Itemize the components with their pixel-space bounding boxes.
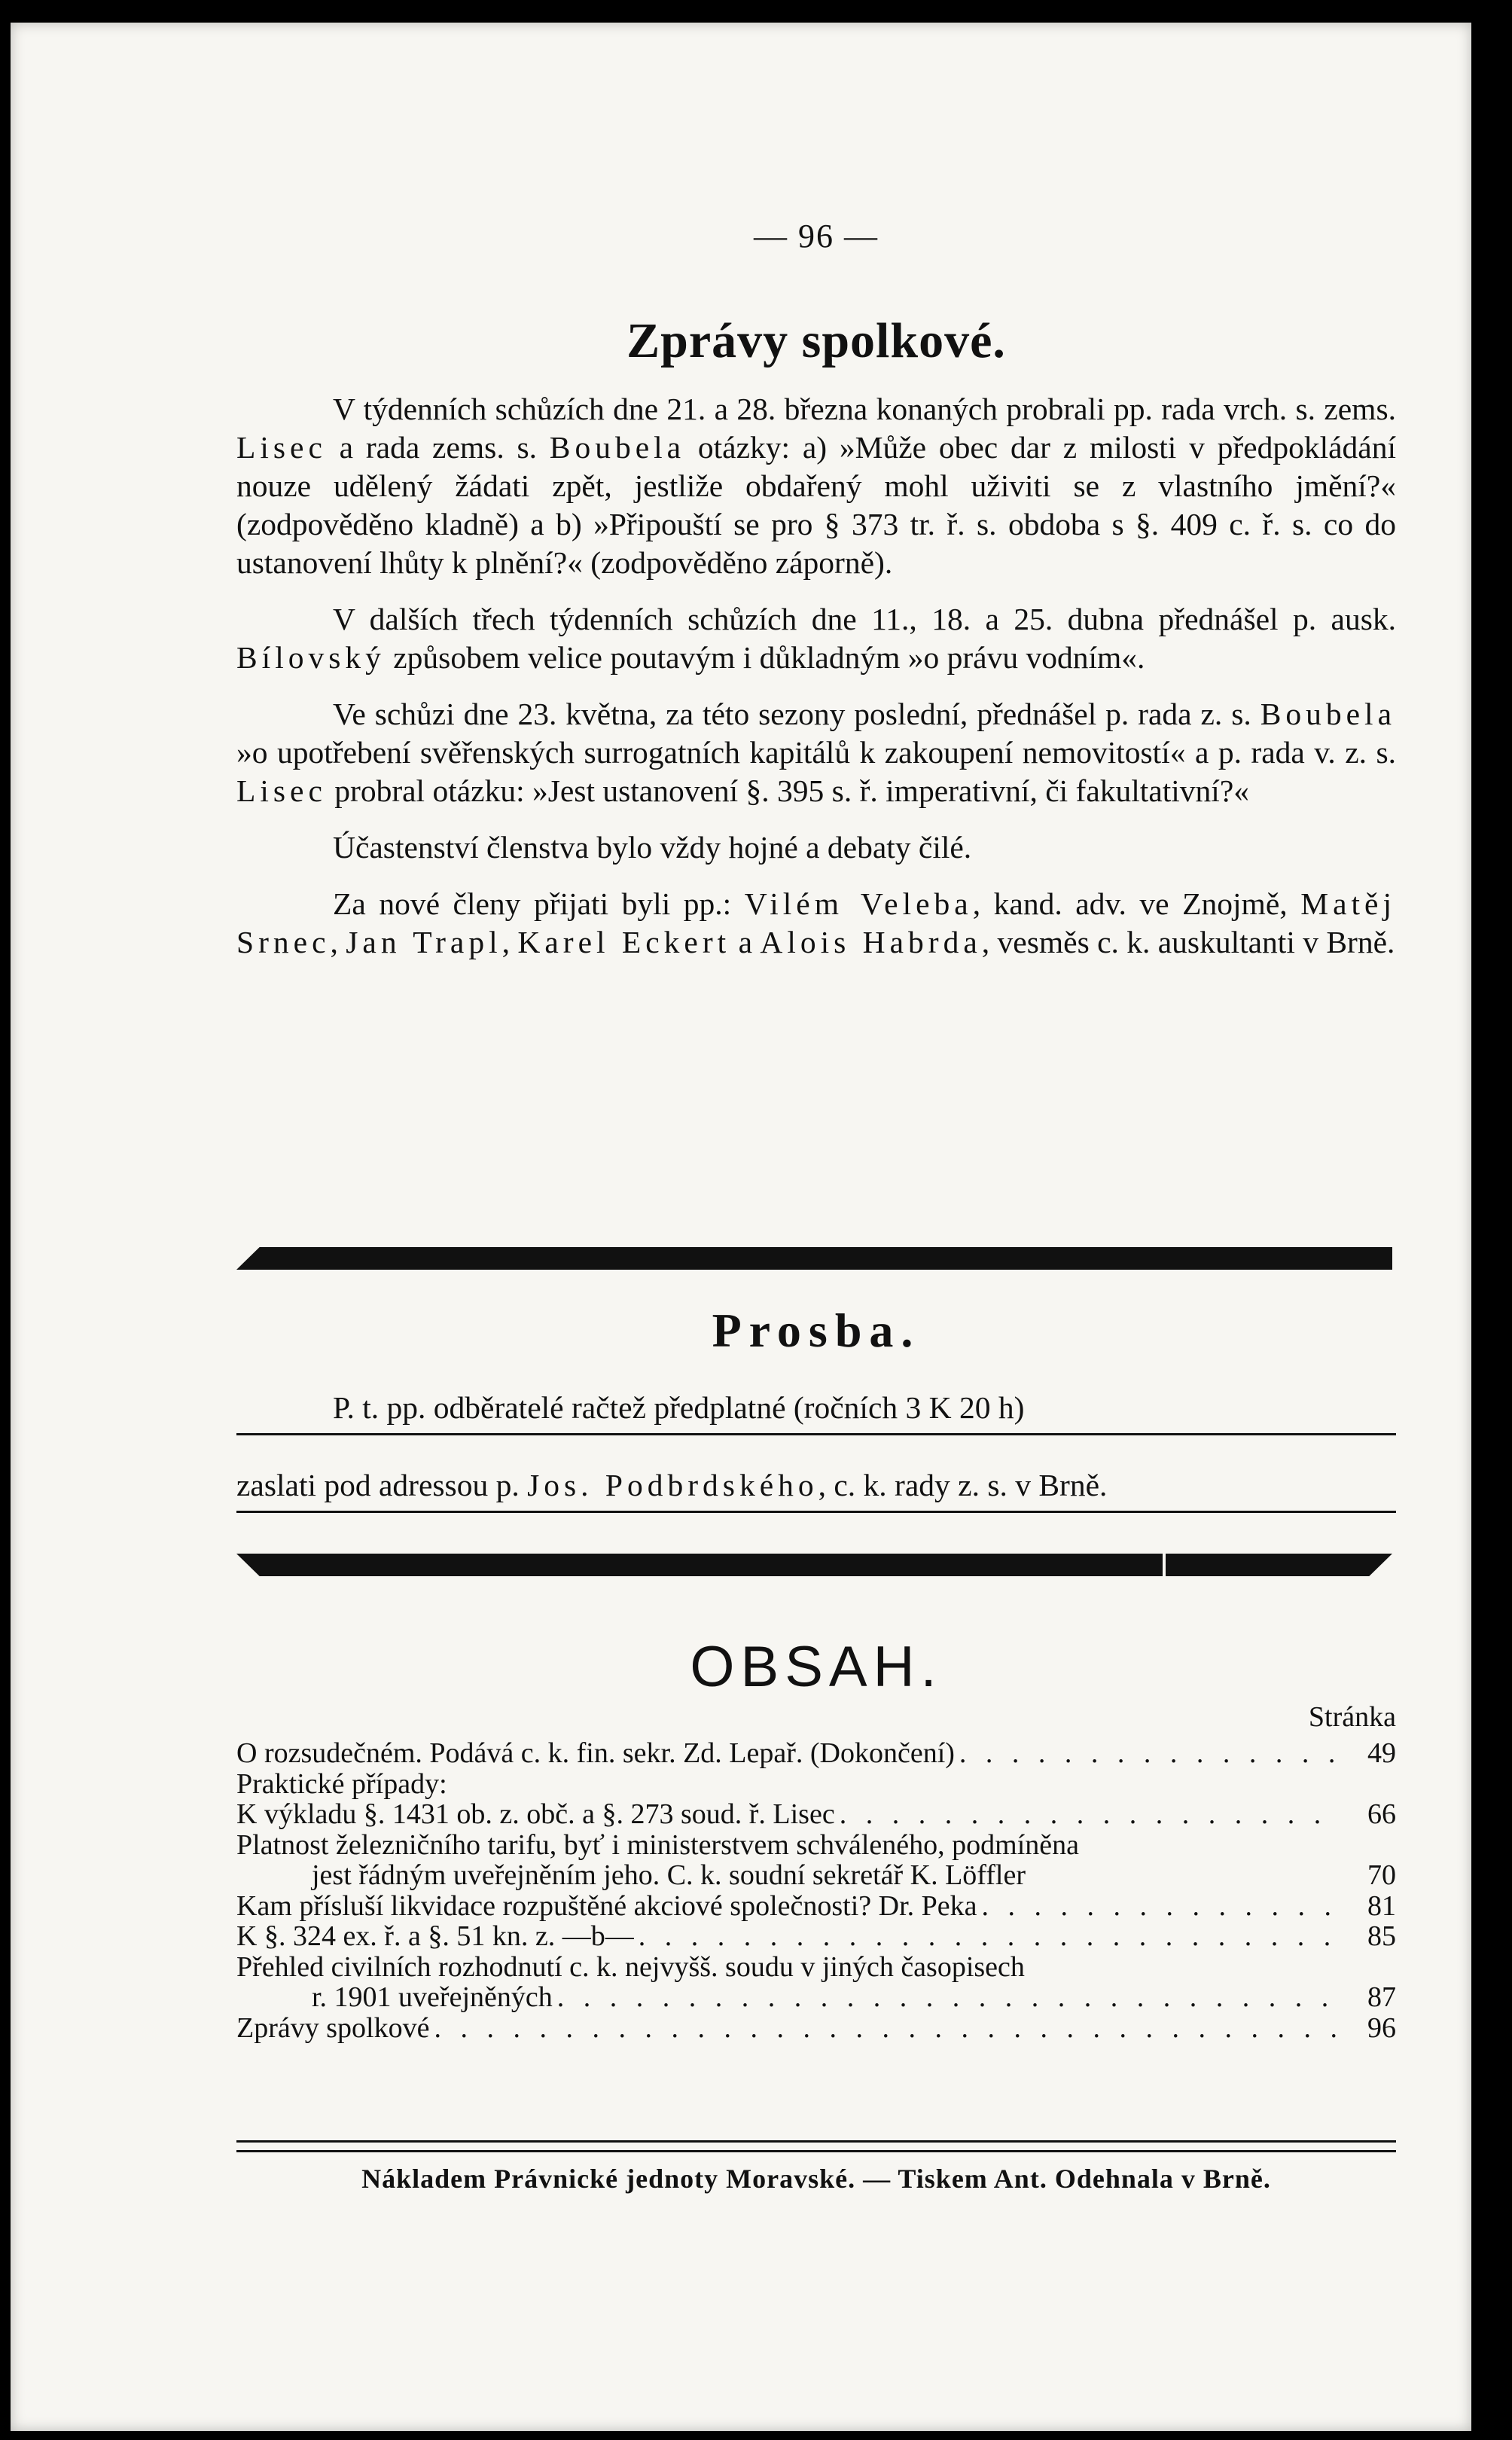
toc-entry	[236, 1982, 1396, 2013]
person-name: Lisec	[236, 430, 327, 465]
paragraph-2-text-b: způsobem velice poutavým i důkladným »o právu vodním«.	[385, 640, 1145, 675]
paragraph-2	[236, 600, 1396, 677]
paragraph-3-text-a: Ve schůzi dne 23. května, za této sezony poslední, přednášel p. rada z. s.	[333, 697, 1261, 731]
toc-entry	[236, 1738, 1396, 1769]
toc-entry-title: K výkladu §. 1431 ob. z. obč. a §. 273 soud. ř. Lisec	[236, 1798, 835, 1830]
page-number: — 96 —	[754, 218, 879, 255]
request-line-2-text-a: zaslati pod adressou p.	[236, 1468, 528, 1502]
toc-leader-dots	[434, 2013, 1339, 2044]
paragraph-5-text-e: a	[730, 925, 761, 959]
toc-entry-title: Praktické případy:	[236, 1767, 447, 1800]
person-name: Vilém Veleba	[744, 886, 973, 921]
toc-entry	[236, 2013, 1396, 2044]
association-news	[236, 390, 1396, 980]
toc-entry-title: r. 1901 uveřejněných	[312, 1981, 553, 2013]
toc-leader-dots	[557, 1982, 1339, 2013]
paragraph-3-text-c: probral otázku: »Jest ustanovení §. 395 s. ř. imperativní, či fakultativní?«	[326, 773, 1249, 808]
person-name: Alois Habrda	[760, 925, 982, 959]
contents-page-header: Stránka	[1308, 1701, 1396, 1733]
paragraph-3-text-b: »o upotřebení svěřenských surrogatních kapitálů k zakoupení nemovitostí« a p. rada v. z. s.	[236, 735, 1396, 770]
section-title: Zprávy spolkové.	[626, 313, 1006, 368]
paragraph-1-text-c: otázky: a) »Může obec dar z milosti v předpokládání nouze udělený žádati zpět, jestliže obdařený mohl uživiti se z vlastního jmění?« (zodpověděno kladně) a b) »Připouští se pro § 373 tr. ř. s. obdoba s §. 409 c. ř. s. co do ustanovení lhůty k plnění?« (zodpověděno záporně).	[236, 430, 1396, 580]
toc-entry-title: K §. 324 ex. ř. a §. 51 kn. z. —b—	[236, 1920, 634, 1952]
page-sheet	[11, 23, 1471, 2431]
paragraph-2-text-a: V dalších třech týdenních schůzích dne 11., 18. a 25. dubna přednášel p. ausk.	[333, 602, 1396, 636]
paragraph-1-text-a: V týdenních schůzích dne 21. a 28. března konaných probrali pp. rada vrch. s. zems.	[333, 392, 1396, 426]
toc-entry-title: Přehled civilních rozhodnutí c. k. nejvyšš. soudu v jiných časopisech	[236, 1950, 1025, 1983]
paragraph-5	[236, 885, 1396, 962]
toc-entry	[236, 1891, 1396, 1922]
toc-entry-page: 70	[1367, 1859, 1396, 1891]
toc-entry-page: 49	[1367, 1737, 1396, 1769]
toc-entry-title: O rozsudečném. Podává c. k. fin. sekr. Zd. Lepař. (Dokončení)	[236, 1737, 955, 1769]
person-name: Boubela	[1260, 697, 1396, 731]
paragraph-5-text-b: , kand. adv. ve Znojmě,	[972, 886, 1301, 921]
toc-entry-page: 66	[1367, 1798, 1396, 1830]
toc-entry-page: 87	[1367, 1981, 1396, 2013]
divider-gap	[1163, 1554, 1166, 1576]
paragraph-5-text-c: ,	[330, 925, 346, 959]
person-name: Jan Trapl	[346, 925, 502, 959]
paragraph-5-text-f: , vesměs c. k. auskultanti v Brně.	[981, 925, 1395, 959]
toc-entry-page: 81	[1367, 1889, 1396, 1922]
paragraph-1-text-b: a rada zems. s.	[326, 430, 550, 465]
toc-leader-dots	[639, 1921, 1339, 1952]
toc-entry	[236, 1769, 1396, 1800]
person-name: Jos. Podbrdského	[527, 1468, 818, 1502]
double-rule	[236, 2140, 1396, 2152]
toc-entry-title: Kam přísluší likvidace rozpuštěné akciové společnosti? Dr. Peka	[236, 1889, 977, 1922]
toc-entry	[236, 1830, 1396, 1861]
thick-divider-bottom	[236, 1554, 1392, 1576]
table-of-contents	[236, 1738, 1396, 2043]
toc-leader-dots	[840, 1799, 1339, 1830]
toc-entry-title: jest řádným uveřejněním jeho. C. k. soudní sekretář K. Löffler	[312, 1859, 1026, 1891]
toc-entry	[236, 1952, 1396, 1983]
person-name: Matěj Srnec	[236, 886, 1396, 959]
person-name: Boubela	[549, 430, 686, 465]
paragraph-4: Účastenství členstva bylo vždy hojné a debaty čilé.	[333, 830, 972, 865]
person-name: Karel Eckert	[517, 925, 731, 959]
thick-divider-top	[236, 1247, 1392, 1270]
paragraph-5-text-a: Za nové členy přijati byli pp.:	[333, 886, 745, 921]
imprint-footer: Nákladem Právnické jednoty Moravské. — Tiskem Ant. Odehnala v Brně.	[361, 2164, 1271, 2194]
request-line-1: P. t. pp. odběratelé račtež předplatné (ročních 3 K 20 h)	[236, 1382, 1396, 1435]
toc-leader-dots	[982, 1891, 1339, 1922]
paragraph-3	[236, 695, 1396, 810]
toc-leader-dots	[959, 1738, 1339, 1769]
toc-entry	[236, 1921, 1396, 1952]
request-line-2-text-b: , c. k. rady z. s. v Brně.	[818, 1468, 1108, 1502]
request-notice	[236, 1382, 1396, 1537]
toc-entry-page: 85	[1367, 1920, 1396, 1952]
contents-title: OBSAH.	[690, 1635, 943, 1699]
toc-entry-title: Platnost železničního tarifu, byť i ministerstvem schváleného, podmíněna	[236, 1828, 1080, 1861]
request-title: Prosba.	[712, 1304, 921, 1357]
toc-entry	[236, 1799, 1396, 1830]
toc-entry	[236, 1860, 1396, 1891]
person-name: Bílovský	[236, 640, 386, 675]
request-line-2	[236, 1459, 1396, 1513]
paragraph-5-text-d: ,	[501, 925, 518, 959]
toc-entry-title: Zprávy spolkové	[236, 2011, 430, 2044]
toc-entry-page: 96	[1367, 2011, 1396, 2044]
paragraph-1	[236, 390, 1396, 582]
person-name: Lisec	[236, 773, 327, 808]
